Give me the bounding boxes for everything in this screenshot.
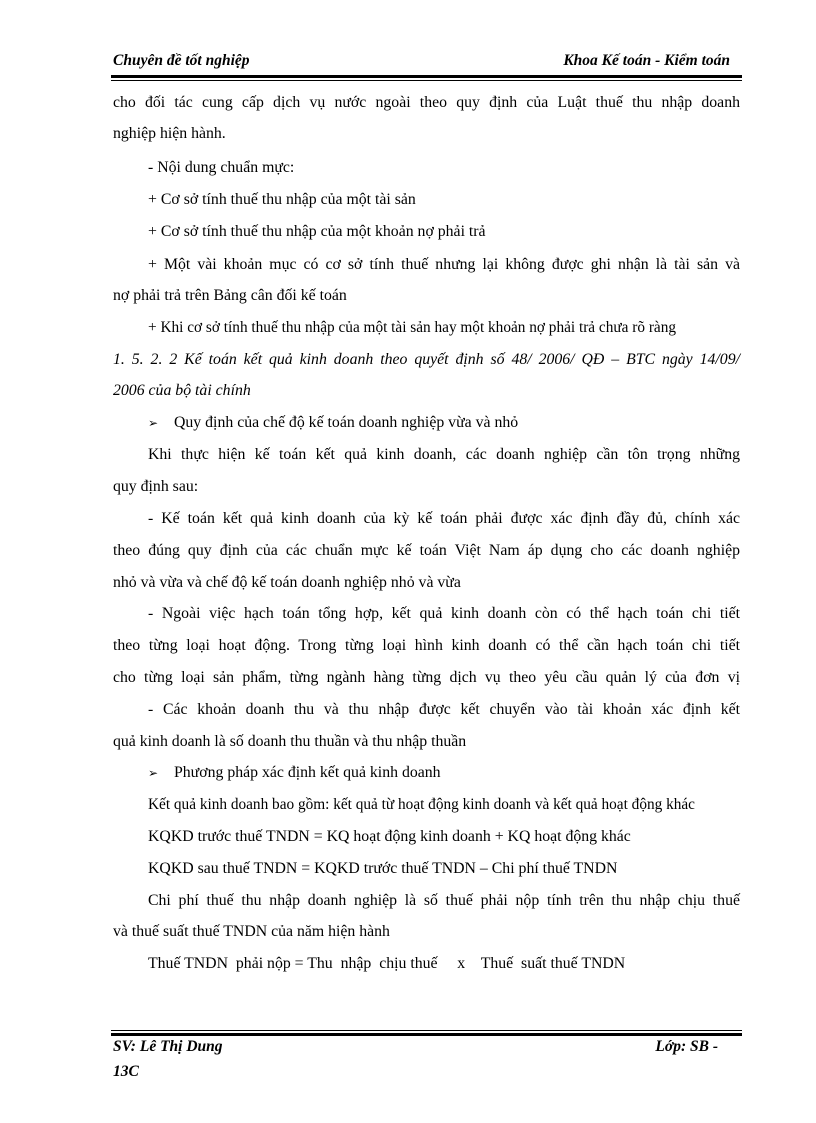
- body-line-7: nợ phải trả trên Bảng cân đối kế toán: [113, 287, 347, 304]
- body-line-26: Chi phí thuế thu nhập doanh nghiệp là số thuế phải nộp tính trên thu nhập chịu thuế: [148, 892, 740, 909]
- body-line-23: Kết quả kinh doanh bao gồm: kết quả từ hoạt động kinh doanh và kết quả hoạt động khác: [148, 796, 695, 813]
- body-line-4: + Cơ sở tính thuế thu nhập của một tài sản: [148, 191, 416, 208]
- body-line-5: + Cơ sở tính thuế thu nhập của một khoản nợ phải trả: [148, 223, 486, 240]
- footer-rule-thick: [111, 1033, 742, 1036]
- header-right-title: Khoa Kế toán - Kiểm toán: [563, 52, 730, 69]
- section-heading-line-1: 1. 5. 2. 2 Kế toán kết quả kinh doanh theo quyết định số 48/ 2006/ QĐ – BTC ngày 14/09/: [113, 351, 740, 368]
- footer-class-label: Lớp: SB -: [655, 1038, 718, 1055]
- section-heading-line-2: 2006 của bộ tài chính: [113, 382, 251, 399]
- body-line-27: và thuế suất thuế TNDN của năm hiện hành: [113, 923, 390, 940]
- footer-student-name: SV: Lê Thị Dung: [113, 1038, 223, 1055]
- body-line-21: quả kinh doanh là số doanh thu thuần và thu nhập thuần: [113, 733, 467, 750]
- header-rule-thick: [111, 75, 742, 78]
- arrow-bullet-icon: ➢: [148, 416, 159, 430]
- body-line-1: cho đối tác cung cấp dịch vụ nước ngoài theo quy định của Luật thuế thu nhập doanh: [113, 94, 740, 111]
- body-line-6: + Một vài khoản mục có cơ sở tính thuế nhưng lại không được ghi nhận là tài sản và: [148, 256, 740, 273]
- formula-line-tax-payable: Thuế TNDN phải nộp = Thu nhập chịu thuế x Thuế suất thuế TNDN: [148, 955, 626, 972]
- formula-line-after-tax: KQKD sau thuế TNDN = KQKD trước thuế TNDN – Chi phí thuế TNDN: [148, 860, 618, 877]
- arrow-bullet-icon: ➢: [148, 766, 159, 780]
- formula-line-before-tax: KQKD trước thuế TNDN = KQ hoạt động kinh doanh + KQ hoạt động khác: [148, 828, 631, 845]
- bullet-item-method: [148, 763, 441, 783]
- body-line-18: theo từng loại hoạt động. Trong từng loại hình kinh doanh có thể cần hạch toán chi tiết: [113, 637, 740, 654]
- bullet-item-regulations: [148, 413, 518, 433]
- body-line-8: + Khi cơ sở tính thuế thu nhập của một tài sản hay một khoản nợ phải trả chưa rõ ràng: [148, 319, 677, 336]
- header-rule-thin: [111, 80, 742, 81]
- body-line-2: nghiệp hiện hành.: [113, 125, 226, 142]
- body-line-3: - Nội dung chuẩn mực:: [148, 159, 295, 176]
- body-line-20: - Các khoản doanh thu và thu nhập được kết chuyển vào tài khoản xác định kết: [148, 701, 740, 718]
- body-line-12: Khi thực hiện kế toán kết quả kinh doanh, các doanh nghiệp cần tôn trọng những: [148, 446, 740, 463]
- body-line-16: nhỏ và vừa và chế độ kế toán doanh nghiệp nhỏ và vừa: [113, 574, 461, 591]
- footer-class-continuation: 13C: [113, 1063, 139, 1080]
- body-line-14: - Kế toán kết quả kinh doanh của kỳ kế toán phải được xác định đầy đủ, chính xác: [148, 510, 740, 527]
- header-left-title: Chuyên đề tốt nghiệp: [113, 52, 250, 69]
- body-line-13: quy định sau:: [113, 478, 199, 495]
- bullet-text: Phương pháp xác định kết quả kinh doanh: [174, 764, 441, 781]
- body-line-17: - Ngoài việc hạch toán tổng hợp, kết quả kinh doanh còn có thể hạch toán chi tiết: [148, 605, 740, 622]
- footer-rule-thin: [111, 1030, 742, 1031]
- body-line-19: cho từng loại sản phẩm, từng ngành hàng từng dịch vụ theo yêu cầu quản lý của đơn vị: [113, 669, 740, 686]
- body-line-15: theo đúng quy định của các chuẩn mực kế toán Việt Nam áp dụng cho các doanh nghiệp: [113, 542, 740, 559]
- bullet-text: Quy định của chế độ kế toán doanh nghiệp vừa và nhỏ: [174, 414, 519, 431]
